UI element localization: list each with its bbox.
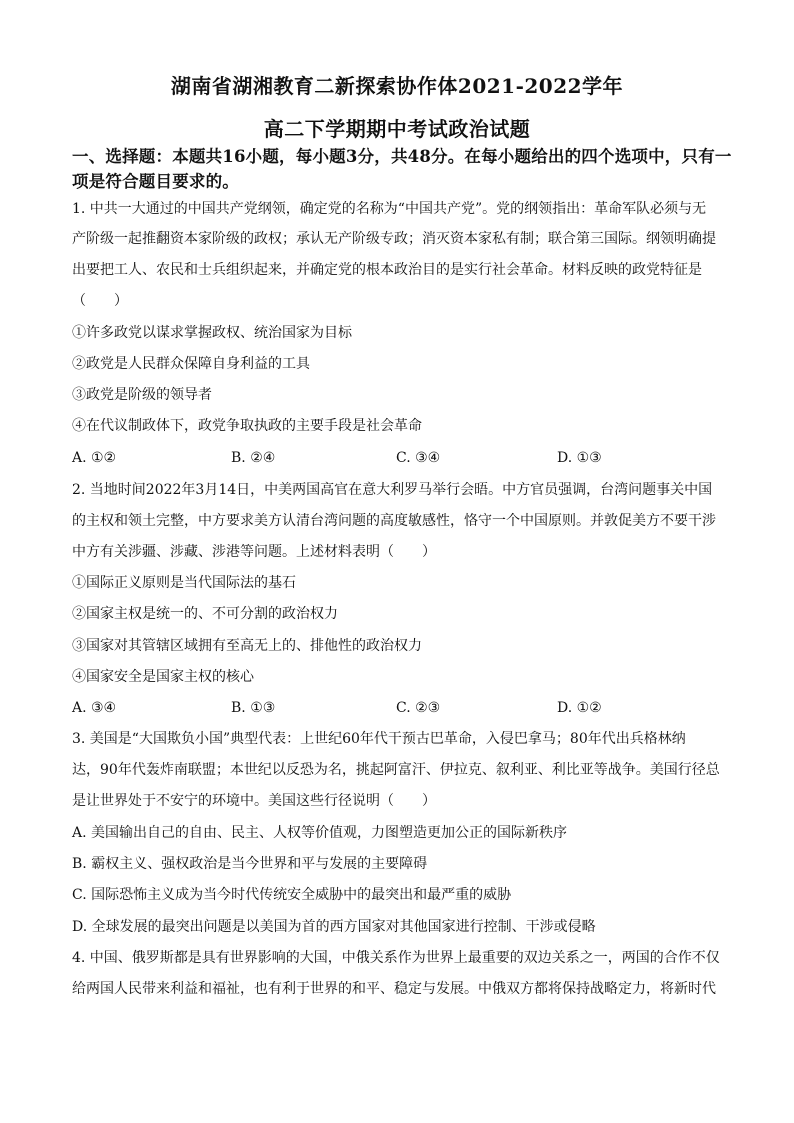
q2-statement-3: ③国家对其管辖区域拥有至高无上的、排他性的政治权力 (72, 638, 422, 654)
q3-stem-line1: 3. 美国是“大国欺负小国”典型代表：上世纪60年代干预古巴革命，入侵巴拿马；80年代出兵格林纳 (72, 731, 686, 747)
q1-option-b: B. ②④ (231, 450, 276, 466)
section-heading-line1: 一、选择题：本题共16小题，每小题3分，共48分。在每小题给出的四个选项中，只有一 (72, 147, 732, 166)
q2-option-c: C. ②③ (396, 700, 441, 716)
q1-statement-2: ②政党是人民群众保障自身利益的工具 (72, 356, 310, 372)
q1-statement-3: ③政党是阶级的领导者 (72, 387, 212, 403)
q1-stem-line3: 出要把工人、农民和士兵组织起来，并确定党的根本政治目的是实行社会革命。材料反映的政党特征是 (72, 262, 702, 278)
q1-stem-line1: 1. 中共一大通过的中国共产党纲领，确定党的名称为“中国共产党”。党的纲领指出：革命军队必须与无 (72, 201, 707, 217)
q1-option-a: A. ①② (72, 450, 117, 466)
q3-choice-a: A. 美国输出自己的自由、民主、人权等价值观，力图塑造更加公正的国际新秩序 (72, 825, 568, 841)
q2-stem-line3: 中方有关涉疆、涉藏、涉港等问题。上述材料表明（ ） (72, 544, 436, 560)
q1-option-c: C. ③④ (396, 450, 441, 466)
q2-statement-4: ④国家安全是国家主权的核心 (72, 669, 254, 685)
q2-option-b: B. ①③ (231, 700, 276, 716)
q2-option-a: A. ③④ (72, 700, 117, 716)
q3-choice-b: B. 霸权主义、强权政治是当今世界和平与发展的主要障碍 (72, 856, 428, 872)
q1-stem-line2: 产阶级一起推翻资本家阶级的政权；承认无产阶级专政；消灭资本家私有制；联合第三国际。纲领明确提 (72, 231, 716, 247)
q4-stem-line1: 4. 中国、俄罗斯都是具有世界影响的大国，中俄关系作为世界上最重要的双边关系之一，两国的合作不仅 (72, 950, 720, 966)
exam-title-line1: 湖南省湖湘教育二新探索协作体2021-2022学年 (170, 74, 624, 98)
q2-stem-line2: 的主权和领土完整，中方要求美方认清台湾问题的高度敏感性，恪守一个中国原则。并敦促美方不要干涉 (72, 513, 716, 529)
q3-choice-c: C. 国际恐怖主义成为当今时代传统安全威胁中的最突出和最严重的威胁 (72, 887, 512, 903)
q1-stem-line4: （ ） (72, 293, 128, 309)
q4-stem-line2: 给两国人民带来利益和福祉，也有利于世界的和平、稳定与发展。中俄双方都将保持战略定力，将新时代 (72, 981, 716, 997)
q3-stem-line2: 达，90年代轰炸南联盟；本世纪以反恐为名，挑起阿富汗、伊拉克、叙利亚、利比亚等战争。美国行径总 (72, 762, 720, 778)
q2-stem-line1: 2. 当地时间2022年3月14日，中美两国高官在意大利罗马举行会晤。中方官员强调，台湾问题事关中国 (72, 482, 713, 498)
exam-title-line2: 高二下学期期中考试政治试题 (263, 117, 531, 141)
q1-statement-1: ①许多政党以谋求掌握政权、统治国家为目标 (72, 325, 352, 341)
section-heading-line2: 项是符合题目要求的。 (72, 172, 239, 191)
q2-statement-2: ②国家主权是统一的、不可分割的政治权力 (72, 606, 338, 622)
q3-stem-line3: 是让世界处于不安宁的环境中。美国这些行径说明（ ） (72, 793, 436, 809)
q3-choice-d: D. 全球发展的最突出问题是以美国为首的西方国家对其他国家进行控制、干涉或侵略 (72, 919, 596, 935)
q2-option-d: D. ①② (557, 700, 602, 716)
q1-statement-4: ④在代议制政体下，政党争取执政的主要手段是社会革命 (72, 418, 422, 434)
q2-statement-1: ①国际正义原则是当代国际法的基石 (72, 575, 296, 591)
q1-option-d: D. ①③ (557, 450, 602, 466)
